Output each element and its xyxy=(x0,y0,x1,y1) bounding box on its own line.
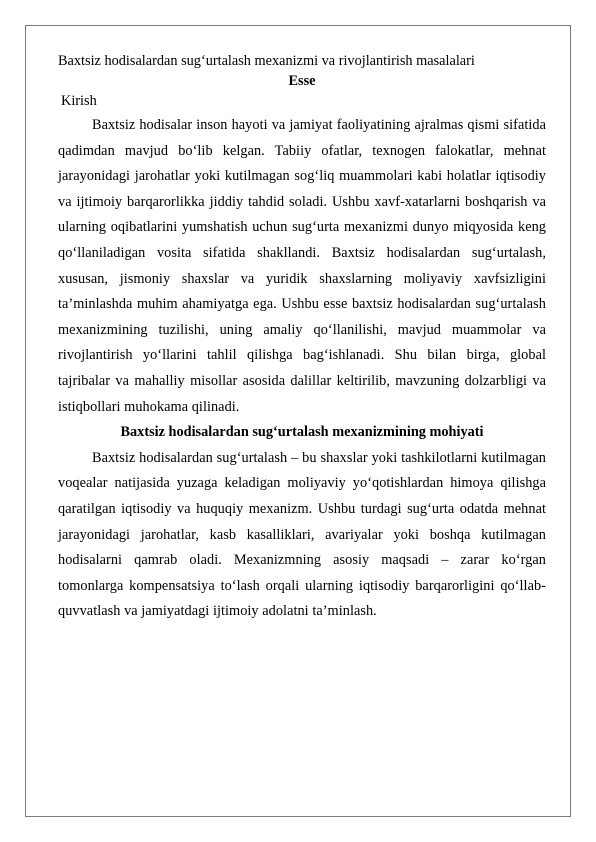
document-body xyxy=(58,51,546,625)
intro-paragraph: Baxtsiz hodisalar inson hayoti va jamiyat faoliyatining ajralmas qismi sifatida qadimdan mavjud bo‘lib kelgan. Tabiiy ofatlar, texnogen falokatlar, mehnat jarayonidagi jarohatlar yoki kutilmagan sog‘liq muammolari kabi holatlar iqtisodiy va ijtimoiy barqarorlikka jiddiy tahdid soladi. Ushbu xavf-xatarlarni boshqarish va ularning oqibatlarini yumshatish uchun sug‘urta mexanizmi dunyo miqyosida keng qo‘llaniladigan vosita sifatida shakllandi. Baxtsiz hodisalardan sug‘urtalash, xususan, jismoniy shaxslar va yuridik shaxslarning moliyaviy xavfsizligini ta’minlashda muhim ahamiyatga ega. Ushbu esse baxtsiz hodisalardan sug‘urtalash mexanizmining tuzilishi, uning amaliy qo‘llanilishi, mavjud muammolar va rivojlantirish yo‘llarini tahlil qilishga bag‘ishlanadi. Shu bilan birga, global tajribalar va mahalliy misollar asosida dalillar keltirilib, mavzuning dolzarbligi va istiqbollari muhokama qilinadi. xyxy=(58,117,546,415)
section-heading: Baxtsiz hodisalardan sug‘urtalash mexanizmining mohiyati xyxy=(120,424,484,441)
document-title: Baxtsiz hodisalardan sug‘urtalash mexanizmi va rivojlantirish masalalari xyxy=(58,53,475,69)
section-paragraph: Baxtsiz hodisalardan sug‘urtalash – bu shaxslar yoki tashkilotlarni kutilmagan voqealar natijasida yuzaga keladigan moliyaviy yo‘qotishlardan himoya qilishga qaratilgan iqtisodiy va huquqiy mexanizm. Ushbu turdagi sug‘urta odatda mehnat jarayonidagi jarohatlar, kasb kasalliklari, avariyalar yoki boshqa kutilmagan hodisalarni qamrab oladi. Mexanizmning asosiy maqsadi – zarar ko‘rgan tomonlarga kompensatsiya to‘lash orqali ularning iqtisodiy barqarorligini qo‘llab-quvvatlash va jamiyatdagi ijtimoiy adolatni ta’minlash. xyxy=(58,449,546,620)
intro-heading: Kirish xyxy=(61,93,97,109)
essay-label: Esse xyxy=(288,73,316,89)
